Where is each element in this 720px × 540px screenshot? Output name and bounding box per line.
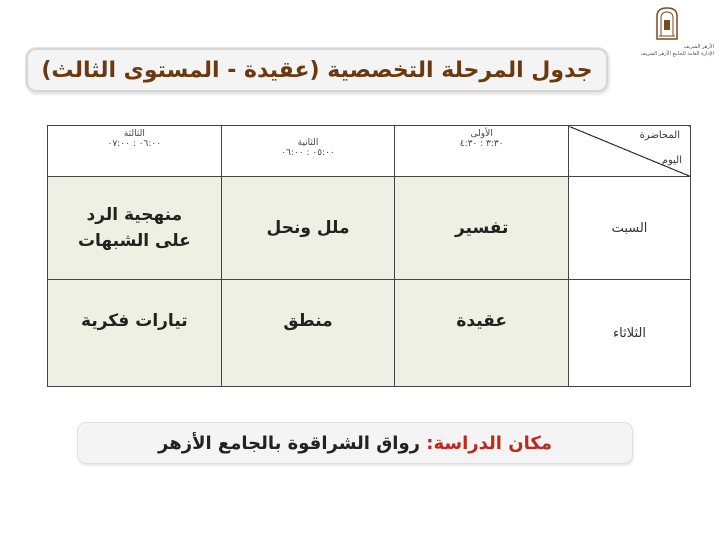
subject-cell: ملل ونحل bbox=[221, 177, 395, 280]
day-cell: السبت bbox=[569, 177, 691, 280]
period-time: ٠٥:٠٠ : ٠٦:٠٠ bbox=[281, 148, 335, 158]
table-header-row bbox=[48, 126, 691, 177]
table-row bbox=[48, 280, 691, 387]
schedule-table bbox=[47, 125, 691, 387]
page-title: جدول المرحلة التخصصية (عقيدة - المستوى الثالث) bbox=[26, 48, 608, 92]
period-name: الأولى bbox=[470, 129, 493, 139]
subject-cell: تفسير bbox=[395, 177, 569, 280]
corner-cell bbox=[569, 126, 691, 177]
period-header-1 bbox=[395, 126, 569, 177]
location-value: رواق الشراقوة بالجامع الأزهر bbox=[158, 432, 421, 454]
period-name: الثانية bbox=[297, 138, 319, 148]
period-name: الثالثة bbox=[123, 129, 145, 139]
subject-cell: منهجية الرد على الشبهات bbox=[48, 177, 222, 280]
azhar-logo-icon bbox=[654, 6, 680, 40]
subject-cell: تيارات فكرية bbox=[48, 280, 222, 387]
org-line-2: الإدارة العامة للجامع الأزهر الشريف bbox=[640, 51, 714, 57]
period-header-2 bbox=[221, 126, 395, 177]
subject-cell: عقيدة bbox=[395, 280, 569, 387]
subject-cell: منطق bbox=[221, 280, 395, 387]
period-header-3 bbox=[48, 126, 222, 177]
day-cell: الثلاثاء bbox=[569, 280, 691, 387]
study-location bbox=[78, 423, 632, 463]
table-row bbox=[48, 177, 691, 280]
period-time: ٠٦:٠٠ : ٠٧:٠٠ bbox=[107, 139, 162, 149]
org-line-1: الأزهر الشريف bbox=[683, 44, 714, 50]
organization-name bbox=[594, 44, 714, 58]
corner-day-label: اليوم bbox=[661, 155, 682, 166]
corner-lecture-label: المحاضرة bbox=[639, 130, 680, 141]
location-label: مكان الدراسة: bbox=[426, 432, 552, 454]
period-time: ٣:٣٠ : ٤:٣٠ bbox=[459, 139, 504, 149]
